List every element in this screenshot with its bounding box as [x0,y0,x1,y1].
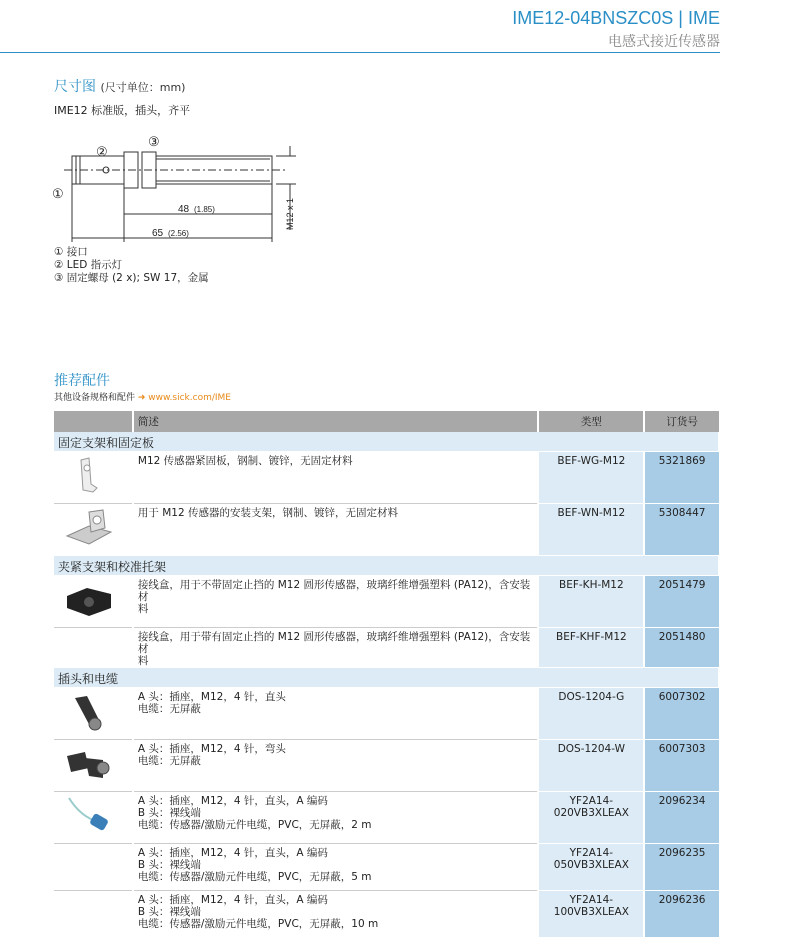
column-type: 类型 [538,411,644,432]
type-line: YF2A14- [569,795,614,807]
dimension-title: 尺寸图 [54,79,96,95]
dim-65-in: (2.56) [168,229,189,238]
description-line: B 头：裸线端 [137,807,201,819]
category-label: 夹紧支架和校准托架 [54,556,719,576]
description-line: 电缆：无屏蔽 [137,755,201,767]
table-row [54,688,719,740]
product-description [133,844,539,891]
description-line: A 头：插座，M12，4 针，直头，A 编码 [137,847,328,859]
accessories-sub-text: 其他设备规格和配件 [54,393,136,403]
product-image-cell [54,452,133,504]
straight-connector-icon [54,688,132,739]
product-type [538,792,644,844]
dim-48: 48 [178,204,190,215]
accessories-table [54,411,720,938]
product-type [538,844,644,891]
product-image-cell [54,504,133,556]
product-image-cell [54,792,133,844]
product-type [538,504,644,556]
header-divider [0,52,720,53]
table-row [54,576,719,628]
order-number: 6007302 [644,688,719,740]
type-line: DOS-1204-W [557,743,625,755]
description-line: B 头：裸线端 [137,906,201,918]
legend-item: ② LED 指示灯 [54,259,123,271]
product-type [538,688,644,740]
description-line: A 头：插座，M12，4 针，直头，A 编码 [137,894,328,906]
dimension-legend [54,246,209,285]
dimension-section-title [54,76,185,96]
accessories-subtitle [54,390,231,403]
type-line: YF2A14- [569,847,614,859]
product-description [133,891,539,938]
type-line: BEF-WN-M12 [557,507,626,519]
legend-item: ① 接口 [54,246,88,258]
product-type [538,891,644,938]
category-row [54,432,719,452]
type-line: BEF-KHF-M12 [556,631,627,643]
product-description [133,504,539,556]
description-line: 料 [137,655,149,667]
table-row [54,504,719,556]
type-line: YF2A14- [569,894,614,906]
description-line: B 头：裸线端 [137,859,201,871]
type-line: BEF-KH-M12 [559,579,624,591]
category-label: 插头和电缆 [54,668,719,688]
description-line: 电缆：无屏蔽 [137,703,201,715]
product-image-cell [54,740,133,792]
product-type [538,452,644,504]
column-order: 订货号 [644,411,719,432]
legend-item: ③ 固定螺母 (2 x); SW 17，金属 [54,272,209,284]
dim-65: 65 [152,228,164,239]
category-row [54,668,719,688]
description-line: A 头：插座，M12，4 针，直头 [137,691,286,703]
mark-nut: ③ [148,134,160,149]
type-line: 020VB3XLEAX [553,807,629,819]
mark-connector: ① [52,186,64,201]
category-row [54,556,719,576]
description-line: 接线盒，用于带有固定止挡的 M12 圆形传感器，玻璃纤维增强塑料 (PA12)，含安装材 [137,631,531,655]
type-line: DOS-1204-G [558,691,625,703]
accessories-title: 推荐配件 [54,373,110,389]
table-row [54,792,719,844]
product-description [133,452,539,504]
page-header-title: IME12-04BNSZC0S | IME [512,8,720,28]
product-description [133,740,539,792]
dimension-unit: (尺寸单位：mm) [100,81,186,94]
order-number: 2051479 [644,576,719,628]
order-number: 2051480 [644,628,719,668]
dim-48-in: (1.85) [194,205,215,214]
table-row [54,628,719,668]
column-desc: 简述 [133,411,539,432]
description-line: 电缆：传感器/激励元件电缆，PVC，无屏蔽，5 m [137,871,372,883]
order-number: 2096234 [644,792,719,844]
accessories-link[interactable]: ➜ www.sick.com/IME [137,393,231,403]
category-label: 固定支架和固定板 [54,432,719,452]
header-blank [54,411,133,432]
clamp-icon [54,576,132,627]
description-line: 料 [137,603,149,615]
product-image-cell [54,628,133,668]
page-header-subtitle: 电感式接近传感器 [608,34,720,50]
product-description [133,792,539,844]
table-row [54,891,719,938]
description-line: M12 传感器紧固板，钢制、镀锌，无固定材料 [137,455,353,467]
description-line: 电缆：传感器/激励元件电缆，PVC，无屏蔽，2 m [137,819,372,831]
dimension-variant: IME12 标准版，插头，齐平 [54,104,191,117]
table-row [54,740,719,792]
bracket-icon [54,504,132,555]
product-type [538,628,644,668]
dimension-drawing [50,130,310,242]
order-number: 2096236 [644,891,719,938]
description-line: A 头：插座，M12，4 针，直头，A 编码 [137,795,328,807]
table-row [54,452,719,504]
description-line: 电缆：传感器/激励元件电缆，PVC，无屏蔽，10 m [137,918,379,930]
order-number: 6007303 [644,740,719,792]
cable-icon [54,792,132,843]
product-image-cell [54,891,133,938]
plate-icon [54,452,132,503]
order-number: 5321869 [644,452,719,504]
product-description [133,688,539,740]
order-number: 2096235 [644,844,719,891]
product-image-cell [54,576,133,628]
type-line: BEF-WG-M12 [557,455,626,467]
description-line: A 头：插座，M12，4 针，弯头 [137,743,286,755]
product-image-cell [54,844,133,891]
product-image-cell [54,688,133,740]
description-line: 接线盒，用于不带固定止挡的 M12 圆形传感器，玻璃纤维增强塑料 (PA12)，含安装材 [137,579,531,603]
product-description [133,576,539,628]
type-line: 100VB3XLEAX [553,906,629,918]
type-line: 050VB3XLEAX [553,859,629,871]
product-type [538,576,644,628]
table-row [54,844,719,891]
product-description [133,628,539,668]
mark-led: ② [96,144,108,159]
dim-thread: M12 x 1 [285,197,295,230]
order-number: 5308447 [644,504,719,556]
angled-connector-icon [54,740,132,791]
description-line: 用于 M12 传感器的安装支架，钢制、镀锌，无固定材料 [137,507,398,519]
product-type [538,740,644,792]
